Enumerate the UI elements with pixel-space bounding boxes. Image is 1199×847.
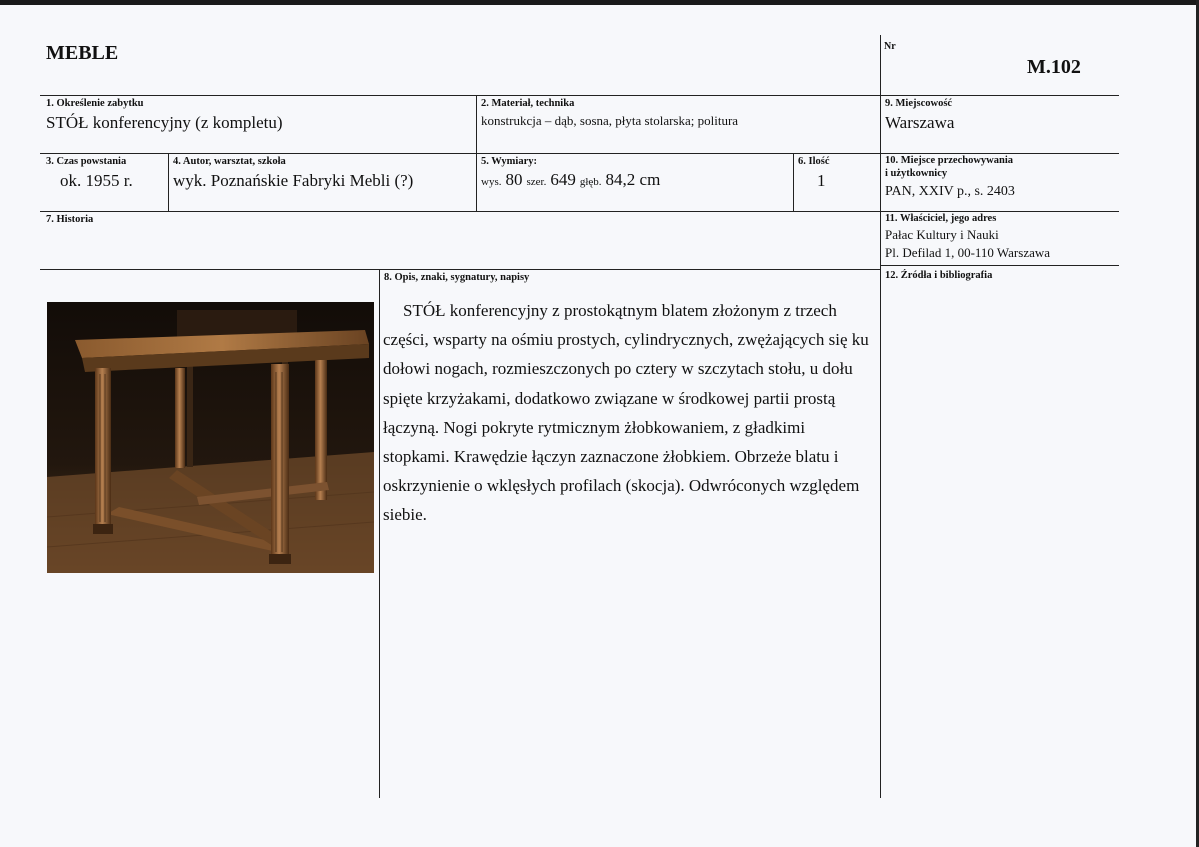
field9-value: Warszawa	[885, 113, 955, 132]
width-label: szer.	[526, 176, 547, 188]
field4-value: wyk. Poznańskie Fabryki Mebli (?)	[173, 171, 414, 190]
divider-col2	[476, 95, 477, 211]
field6-label: 6. Ilość	[798, 156, 830, 167]
field1-value: STÓŁ konferencyjny (z kompletu)	[46, 113, 283, 132]
field12-label: 12. Źródła i bibliografia	[885, 270, 993, 281]
field7-label: 7. Historia	[46, 214, 94, 225]
dimensions-line	[481, 170, 660, 190]
field10-label-line1: 10. Miejsce przechowywania	[885, 155, 1014, 166]
field6-value: 1	[817, 171, 826, 190]
divider-col3	[168, 153, 169, 211]
field9-label: 9. Miejscowość	[885, 98, 953, 109]
field4-label: 4. Autor, warsztat, szkoła	[173, 156, 286, 167]
field11-line1: Pałac Kultury i Nauki	[885, 227, 999, 242]
divider-col6	[793, 153, 794, 211]
depth-value: 84,2 cm	[605, 170, 661, 189]
field5-label: 5. Wymiary:	[481, 156, 537, 167]
field3-label: 3. Czas powstania	[46, 156, 127, 167]
divider-row2	[40, 153, 1119, 154]
divider-nr	[880, 35, 881, 798]
divider-row3	[40, 211, 1119, 212]
field1-label: 1. Określenie zabytku	[46, 98, 144, 109]
description-text	[383, 296, 873, 530]
field11-label: 11. Właściciel, jego adres	[885, 213, 997, 224]
field3-value: ok. 1955 r.	[60, 171, 133, 190]
nr-label: Nr	[884, 41, 896, 52]
divider-row4-left	[40, 269, 880, 270]
field10-value: PAN, XXIV p., s. 2403	[885, 184, 1015, 199]
divider-desc	[379, 269, 380, 798]
field11-line2: Pl. Defilad 1, 00-110 Warszawa	[885, 245, 1051, 260]
field10-label-line2: i użytkownicy	[885, 168, 948, 179]
field2-label: 2. Materiał, technika	[481, 98, 575, 109]
height-value: 80	[505, 170, 523, 189]
category-title: MEBLE	[46, 42, 119, 64]
field2-value: konstrukcja – dąb, sosna, płyta stolarska; politura	[481, 113, 739, 128]
width-value: 649	[550, 170, 576, 189]
field8-label: 8. Opis, znaki, sygnatury, napisy	[384, 272, 530, 283]
height-label: wys.	[481, 176, 502, 188]
divider-row1	[40, 95, 1119, 96]
description-paragraph: STÓŁ konferencyjny z prostokątnym blatem złożonym z trzech części, wsparty na ośmiu prostych, cylindrycznych, zwężających się ku dołowi nogach, rozmieszczonych po cztery w szczytach stołu, u dołu spięte krzyżakami, dodatkowo związane w środkowej partii prostą łączyną. Nogi pokryte rytmicznym żłobkowaniem, z gładkimi stopkami. Krawędzie łączyn zaznaczone żłobkiem. Obrzeże blatu i oskrzynienie o wklęsłych profilach (skocja). Odwróconych względem siebie.	[383, 301, 869, 525]
depth-label: głęb.	[579, 176, 602, 188]
nr-value: M.102	[1027, 56, 1081, 78]
conference-table-photo	[47, 302, 374, 573]
divider-row4-right	[880, 265, 1119, 266]
